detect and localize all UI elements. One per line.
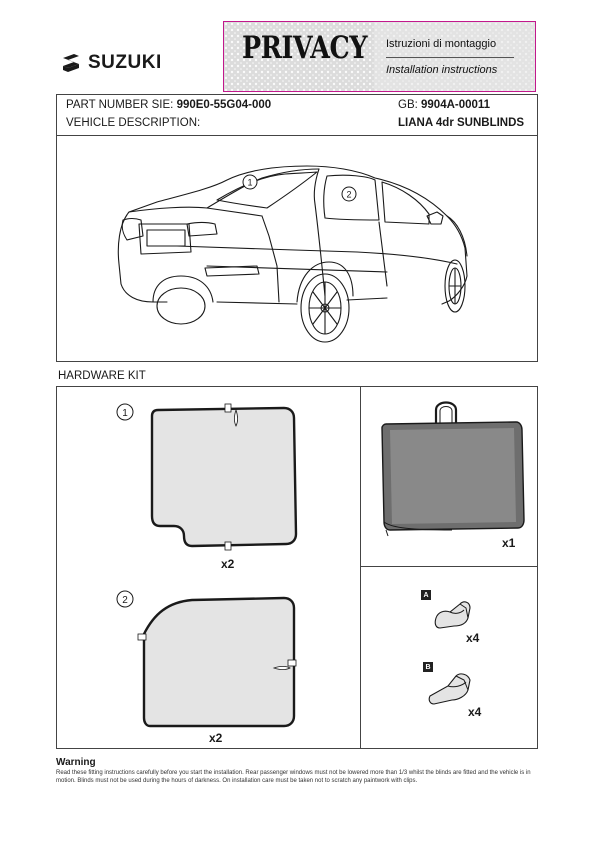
warning-text: Read these fitting instructions carefully before you start the installation. Rear passenger windows must not be lowered more than 1/3 whilst the blinds are fitted and the vehicle is in motion. Blinds must not be used during the hours of darkness. On installation care must be taken not to scratch any paintwork with clips. [56, 770, 531, 784]
vehicle-description: LIANA 4dr SUNBLINDS [398, 117, 525, 129]
car-illustration [57, 136, 539, 362]
warning-title: Warning [56, 757, 96, 768]
car-callout-2: 2 [346, 189, 352, 200]
item-1-qty: x2 [221, 557, 235, 571]
banner-subtitle-it: Istruzioni di montaggio [386, 38, 497, 50]
storage-bag-illustration [372, 396, 532, 541]
vehicle-label: VEHICLE DESCRIPTION: [66, 117, 201, 129]
gb-number: 9904A-00011 [421, 99, 491, 111]
privacy-banner [223, 21, 536, 92]
sunblind-2-illustration [110, 586, 310, 731]
clip-a-illustration [430, 596, 478, 632]
suzuki-logo [60, 52, 162, 74]
clip-b-illustration [426, 668, 486, 708]
sunblind-1-illustration [110, 396, 310, 556]
banner-subtitle-en: Installation instructions [386, 64, 498, 76]
car-callout-1: 1 [247, 177, 253, 188]
clip-b-qty: x4 [468, 705, 482, 719]
part-number-label: PART NUMBER SIE: [66, 99, 174, 111]
hardware-kit-label: HARDWARE KIT [58, 370, 146, 382]
item-1-marker: 1 [122, 408, 128, 419]
gb-label: GB: [398, 99, 418, 111]
clip-a-qty: x4 [466, 631, 480, 645]
kit-vertical-divider [360, 386, 361, 749]
banner-title: PRIVACY [242, 30, 368, 66]
kit-horizontal-divider [360, 566, 538, 567]
item-2-qty: x2 [209, 731, 223, 745]
car-illustration-box [56, 136, 538, 362]
gb-line [398, 99, 490, 111]
part-number: 990E0-55G04-000 [176, 99, 272, 111]
brand-name: SUZUKI [88, 52, 162, 73]
clip-a-marker: A [421, 590, 431, 600]
banner-divider [386, 57, 514, 58]
bag-qty: x1 [502, 536, 516, 550]
part-number-line [66, 99, 271, 111]
clip-b-marker: B [423, 662, 433, 672]
suzuki-s-logo-icon [60, 53, 82, 73]
item-2-marker: 2 [122, 595, 128, 606]
